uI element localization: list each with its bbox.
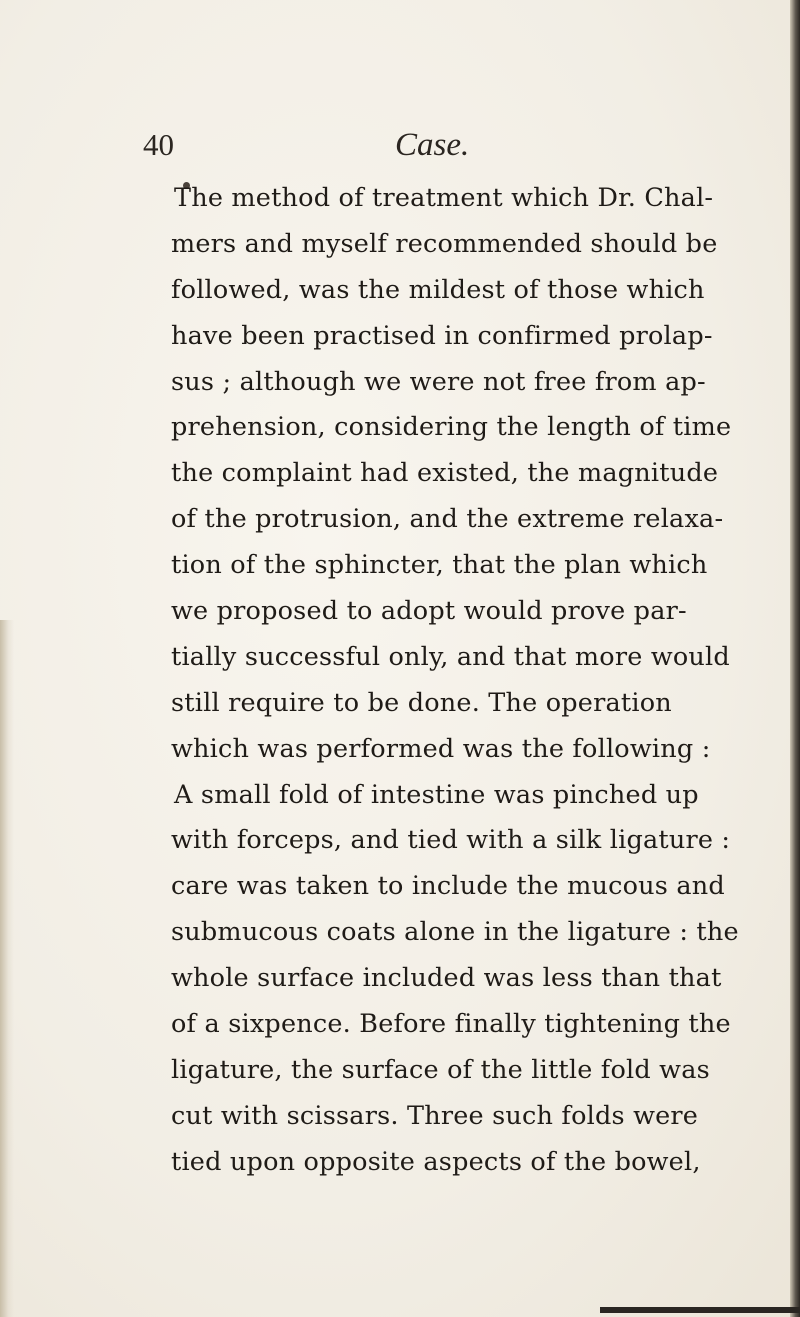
text-line: still require to be done. The operation xyxy=(171,687,672,718)
text-line: submucous coats alone in the ligature : the xyxy=(171,917,739,948)
body-text xyxy=(171,176,739,1186)
page-header xyxy=(143,122,613,168)
text-line: whole surface included was less than that xyxy=(171,963,722,994)
text-line: prehension, considering the length of time xyxy=(171,412,732,443)
text-line: followed, was the mildest of those which xyxy=(171,274,705,305)
text-line: of a sixpence. Before finally tightening the xyxy=(171,1009,731,1040)
text-line: of the protrusion, and the extreme relaxa- xyxy=(171,504,724,535)
left-page-edge xyxy=(0,620,14,1317)
text-line: we proposed to adopt would prove par- xyxy=(171,596,687,627)
running-head: Case. xyxy=(395,127,470,163)
text-line: sus ; although we were not free from ap- xyxy=(171,366,706,397)
text-line: tially successful only, and that more would xyxy=(171,641,730,672)
text-line: ligature, the surface of the little fold was xyxy=(171,1054,710,1085)
text-line: the complaint had existed, the magnitude xyxy=(171,458,719,489)
text-line: mers and myself recommended should be xyxy=(171,228,718,259)
text-line: A small fold of intestine was pinched up xyxy=(174,779,699,810)
text-line: The method of treatment which Dr. Chal- xyxy=(174,183,714,213)
binding-edge xyxy=(790,0,800,1317)
text-line: tied upon opposite aspects of the bowel, xyxy=(171,1146,701,1177)
bottom-edge-rule xyxy=(600,1307,800,1313)
text-line: with forceps, and tied with a silk ligature : xyxy=(171,825,731,856)
text-line: which was performed was the following : xyxy=(171,733,711,764)
text-line: have been practised in confirmed prolap- xyxy=(171,320,713,351)
page-number: 40 xyxy=(143,127,174,162)
text-line: tion of the sphincter, that the plan which xyxy=(171,550,708,581)
text-line: cut with scissars. Three such folds were xyxy=(171,1100,699,1131)
text-line: care was taken to include the mucous and xyxy=(171,871,725,902)
